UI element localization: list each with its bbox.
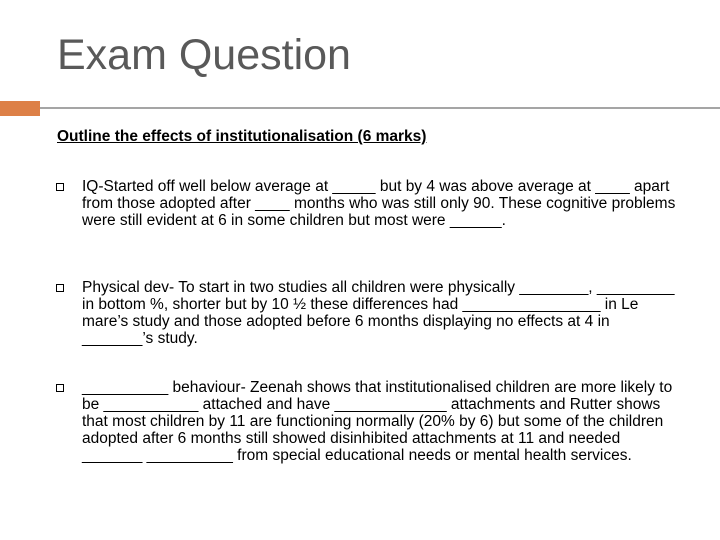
question-heading: Outline the effects of institutionalisation (6 marks) — [57, 128, 427, 145]
bullet-text-physical: Physical dev- To start in two studies all children were physically ________, _________ in bottom %, shorter but by 10 ½ these differences had ________________ in Le mare’s study and those adopted before 6 months displaying no effects at 4 in _______’s study. — [82, 279, 675, 347]
accent-bar — [0, 101, 40, 116]
square-bullet-icon — [56, 384, 64, 392]
square-bullet-icon — [56, 183, 64, 191]
title-divider — [40, 107, 720, 109]
square-bullet-icon — [56, 284, 64, 292]
slide-title: Exam Question — [57, 31, 351, 79]
bullet-text-behaviour: __________ behaviour- Zeenah shows that institutionalised children are more likely to be ___________ attached and have _____________ attachments and Rutter shows that most children by 11 are functioning normally (20% by 6) but some of the children adopted after 6 months still showed disinhibited attachments at 11 and needed _______ __________ from special educational needs or mental health services. — [82, 379, 673, 464]
bullet-text-iq: IQ-Started off well below average at _____ but by 4 was above average at ____ apart from those adopted after ____ months who was still only 90. These cognitive problems were still evident at 6 in some children but most were ______. — [82, 178, 676, 229]
